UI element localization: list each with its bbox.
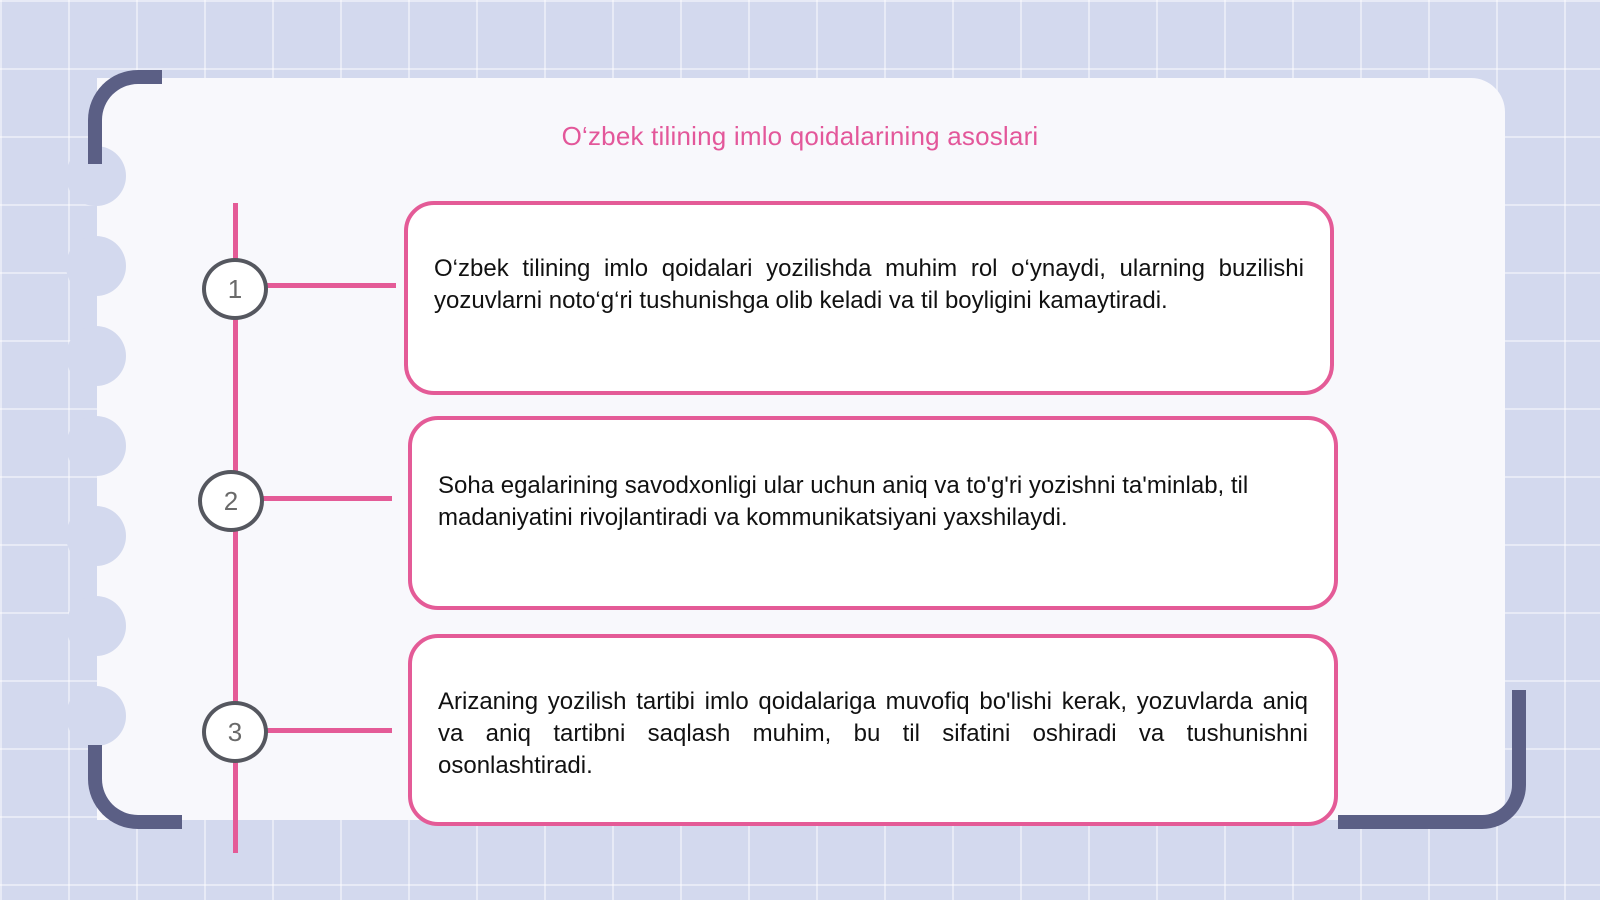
text-box-1-text: O‘zbek tilining imlo qoidalari yozilishda muhim rol o‘ynaydi, ularning buzilishi yozuvlarni noto‘g‘ri tushunishga olib keladi va til boyligini kamaytiradi. (434, 255, 1304, 314)
slide-title: O‘zbek tilining imlo qoidalarining asoslari (561, 121, 1039, 151)
text-box-2 (408, 416, 1338, 610)
text-box-2-text: Soha egalarining savodxonligi ular uchun aniq va to'g'ri yozishni ta'minlab, til madaniyatini rivojlantiradi va kommunikatsiyani yaxshilaydi. (438, 472, 1249, 531)
step-node-1 (202, 258, 268, 320)
connector-line-2 (262, 496, 392, 501)
connector-line-3 (266, 728, 392, 733)
binder-hole (66, 416, 126, 476)
text-box-3-text: Arizaning yozilish tartibi imlo qoidalariga muvofiq bo'lishi kerak, yozuvlarda aniq va aniq tartibni saqlash muhim, bu til sifatini oshiradi va tushunishni osonlashtiradi. (438, 688, 1308, 779)
step-node-3 (202, 701, 268, 763)
binder-hole (66, 236, 126, 296)
binder-hole (66, 506, 126, 566)
step-number-1: 1 (227, 273, 243, 304)
binder-hole (66, 686, 126, 746)
connector-line-1 (266, 283, 396, 288)
text-box-3 (408, 634, 1338, 826)
binder-hole (66, 326, 126, 386)
binder-hole (66, 596, 126, 656)
step-number-2: 2 (223, 485, 239, 516)
corner-bracket-bottom-right (1338, 690, 1526, 829)
step-node-2 (198, 470, 264, 532)
text-box-1 (404, 201, 1334, 395)
step-number-3: 3 (227, 716, 243, 747)
